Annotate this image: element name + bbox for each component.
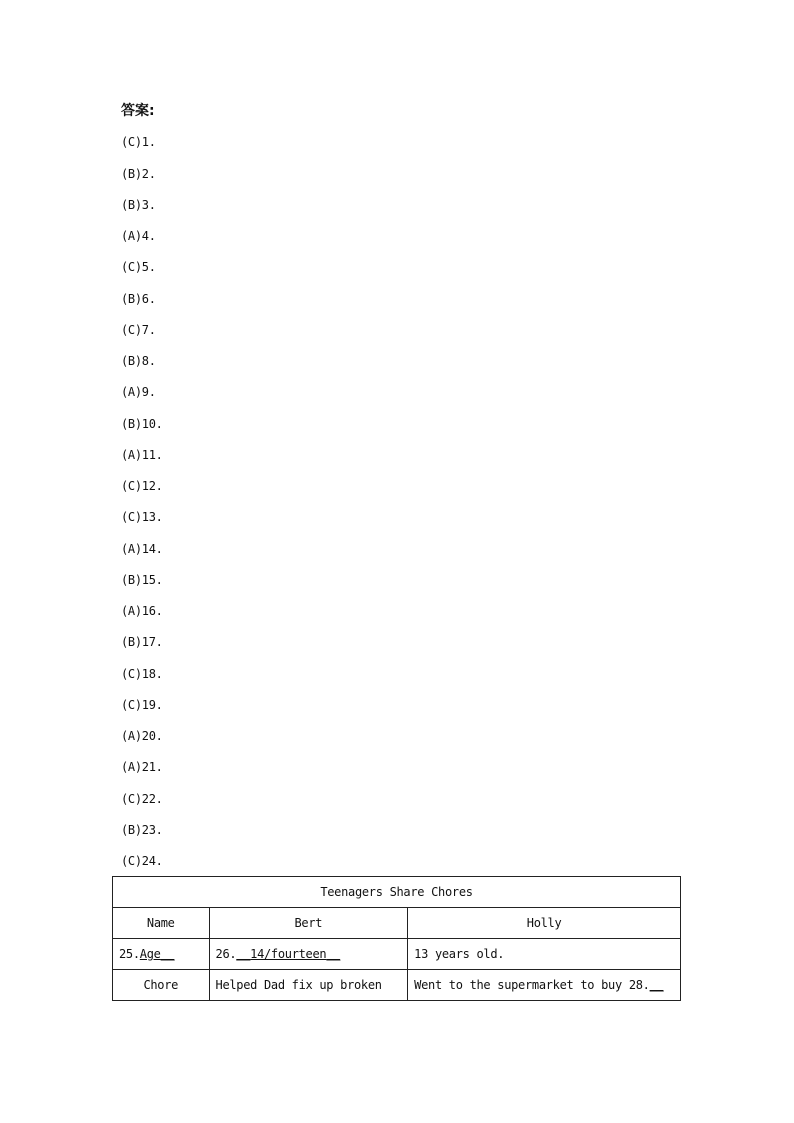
answer-item: (A)21. [121, 760, 163, 775]
holly-chore-cell [408, 970, 681, 1001]
answer-item: (C)22. [121, 791, 163, 806]
answer-item: (B)23. [121, 822, 163, 837]
answer-item: (C)13. [121, 510, 163, 525]
holly-chore-text: Went to the supermarket to buy 28. [414, 978, 650, 992]
answer-item: (B)8. [121, 354, 156, 368]
holly-chore-blank: __ [649, 978, 664, 992]
question-number-26: 26. [215, 947, 237, 961]
header-bert: Bert [209, 908, 408, 939]
chore-label-cell: Chore [113, 970, 210, 1001]
bert-age-value: 14/fourteen [250, 947, 327, 961]
chores-table [112, 876, 681, 1001]
answer-item: (A)20. [121, 729, 163, 743]
table-row-age [113, 939, 681, 970]
table-title-row [113, 877, 681, 908]
header-name: Name [113, 908, 210, 939]
answer-item: (B)15. [121, 572, 163, 587]
age-label: Age [139, 947, 161, 961]
answer-item: (A)16. [121, 604, 163, 618]
age-answer-blank [140, 947, 175, 961]
answer-list [121, 131, 163, 881]
answer-item: (C)18. [121, 666, 163, 681]
bert-age-answer [236, 947, 340, 961]
bert-age-tail: __ [326, 947, 341, 961]
answer-item: (A)11. [121, 447, 163, 462]
answer-item: (C)7. [121, 322, 156, 337]
table-row-chore [113, 970, 681, 1001]
table-header-row [113, 908, 681, 939]
answer-item: (B)17. [121, 635, 163, 650]
answer-item: (A)4. [121, 229, 156, 243]
bert-age-cell [209, 939, 408, 970]
answer-item: (C)19. [121, 697, 163, 712]
answers-heading: 答案: [121, 103, 155, 119]
answer-item: (C)1. [121, 135, 156, 150]
answer-item: (B)2. [121, 166, 156, 181]
age-label-cell [113, 939, 210, 970]
answer-item: (B)3. [121, 197, 156, 212]
answer-item: (C)24. [121, 854, 163, 868]
question-number-25: 25. [119, 947, 140, 961]
answer-item: (A)14. [121, 541, 163, 556]
table-title: Teenagers Share Chores [113, 877, 681, 908]
holly-age-cell: 13 years old. [408, 939, 681, 970]
answer-item: (B)6. [121, 291, 156, 306]
bert-chore-cell: Helped Dad fix up broken [209, 970, 408, 1001]
header-holly: Holly [408, 908, 681, 939]
answer-item: (A)9. [121, 385, 156, 400]
answer-item: (B)10. [121, 416, 163, 431]
age-blank-tail: __ [160, 947, 175, 961]
bert-age-lead: __ [236, 947, 251, 961]
answer-item: (C)12. [121, 479, 163, 493]
answer-item: (C)5. [121, 260, 156, 275]
